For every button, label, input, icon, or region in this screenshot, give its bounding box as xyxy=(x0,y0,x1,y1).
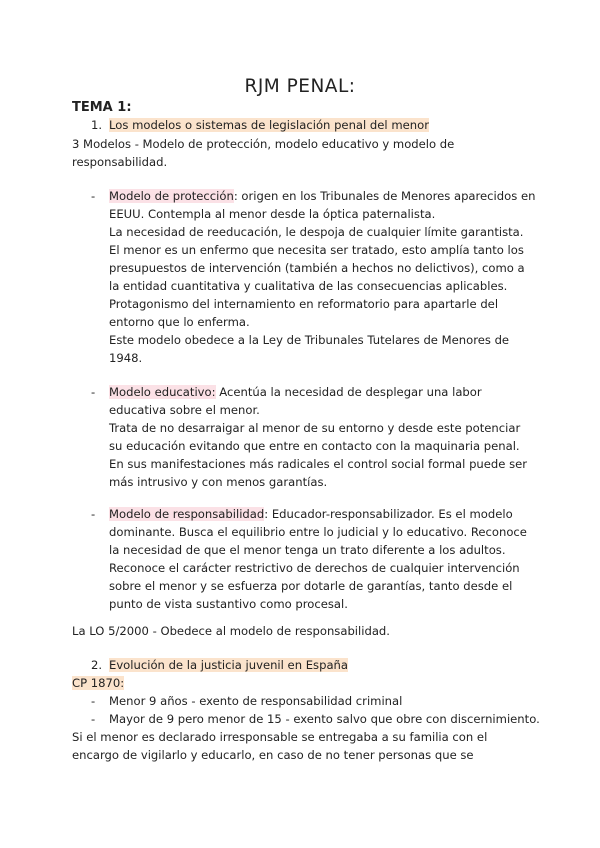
section-2-heading xyxy=(109,656,348,675)
section-2-paragraph-line: encargo de vigilarlo y educarlo, en caso de no tener personas que se xyxy=(72,748,474,762)
cp-heading-text: CP 1870: xyxy=(72,676,125,690)
section-2-paragraph-line: Si el menor es declarado irresponsable se entregaba a su familia con el xyxy=(72,730,488,744)
section-2-number: 2. xyxy=(91,658,103,672)
tema-heading: TEMA 1: xyxy=(72,100,132,115)
model-proteccion-line: la entidad cuantitativa y cualitativa de las consecuencias aplicables. xyxy=(109,279,508,293)
model-proteccion-line: 1948. xyxy=(109,351,143,365)
model-responsabilidad-line: la necesidad de que el menor tenga un trato diferente a los adultos. xyxy=(109,543,506,557)
section-1-heading-text: Los modelos o sistemas de legislación penal del menor xyxy=(109,118,429,132)
model-responsabilidad-line: sobre el menor y se esfuerza por dotarle de garantías, tanto desde el xyxy=(109,579,513,593)
bullet-dash: - xyxy=(91,507,96,521)
model-educativo-line: En sus manifestaciones más radicales el control social formal puede ser xyxy=(109,457,528,471)
model-responsabilidad-first-line xyxy=(109,505,513,524)
model-proteccion-first-rest: : origen en los Tribunales de Menores aparecidos en xyxy=(233,189,536,203)
model-proteccion-line: presupuestos de intervención (también a hechos no delictivos), como a xyxy=(109,261,525,275)
model-responsabilidad-label: Modelo de responsabilidad xyxy=(109,507,265,521)
model-responsabilidad-first-rest: : Educador-responsabilizador. Es el modelo xyxy=(264,507,513,521)
model-educativo-first-rest: Acentúa la necesidad de desplegar una labor xyxy=(215,385,482,399)
section-1-number: 1. xyxy=(91,118,103,132)
model-educativo-line: más intrusivo y con menos garantías. xyxy=(109,475,328,489)
cp-heading xyxy=(72,674,124,693)
intro-line-2: responsabilidad. xyxy=(72,155,168,169)
bullet-dash: - xyxy=(91,694,96,708)
section-1-heading xyxy=(109,116,429,135)
intro-line-1: 3 Modelos - Modelo de protección, modelo educativo y modelo de xyxy=(72,137,455,151)
model-responsabilidad-line: punto de vista sustantivo como procesal. xyxy=(109,597,348,611)
lo-statement: La LO 5/2000 - Obedece al modelo de responsabilidad. xyxy=(72,624,390,638)
cp-bullet: Mayor de 9 pero menor de 15 - exento salvo que obre con discernimiento. xyxy=(109,712,540,726)
model-proteccion-line: EEUU. Contempla al menor desde la óptica paternalista. xyxy=(109,207,436,221)
model-responsabilidad-line: Reconoce el carácter restrictivo de derechos de cualquier intervención xyxy=(109,561,520,575)
cp-bullet: Menor 9 años - exento de responsabilidad criminal xyxy=(109,694,403,708)
model-educativo-line: educativa sobre el menor. xyxy=(109,403,260,417)
model-proteccion-line: Este modelo obedece a la Ley de Tribunales Tutelares de Menores de xyxy=(109,333,510,347)
page-title: RJM PENAL: xyxy=(244,76,356,97)
model-responsabilidad-line: dominante. Busca el equilibrio entre lo judicial y lo educativo. Reconoce xyxy=(109,525,527,539)
model-proteccion-first-line xyxy=(109,187,535,206)
bullet-dash: - xyxy=(91,712,96,726)
model-educativo-first-line xyxy=(109,383,482,402)
model-proteccion-line: Protagonismo del internamiento en reformatorio para apartarle del xyxy=(109,297,499,311)
model-proteccion-line: La necesidad de reeducación, le despoja de cualquier límite garantista. xyxy=(109,225,524,239)
model-proteccion-line: El menor es un enfermo que necesita ser tratado, esto amplía tanto los xyxy=(109,243,524,257)
model-proteccion-label: Modelo de protección xyxy=(109,189,234,203)
bullet-dash: - xyxy=(91,189,96,203)
model-educativo-line: Trata de no desarraigar al menor de su entorno y desde este potenciar xyxy=(109,421,521,435)
bullet-dash: - xyxy=(91,385,96,399)
model-educativo-line: su educación evitando que entre en contacto con la maquinaria penal. xyxy=(109,439,520,453)
model-proteccion-line: entorno que lo enferma. xyxy=(109,315,250,329)
section-2-heading-text: Evolución de la justicia juvenil en España xyxy=(109,658,349,672)
model-educativo-label: Modelo educativo: xyxy=(109,385,216,399)
